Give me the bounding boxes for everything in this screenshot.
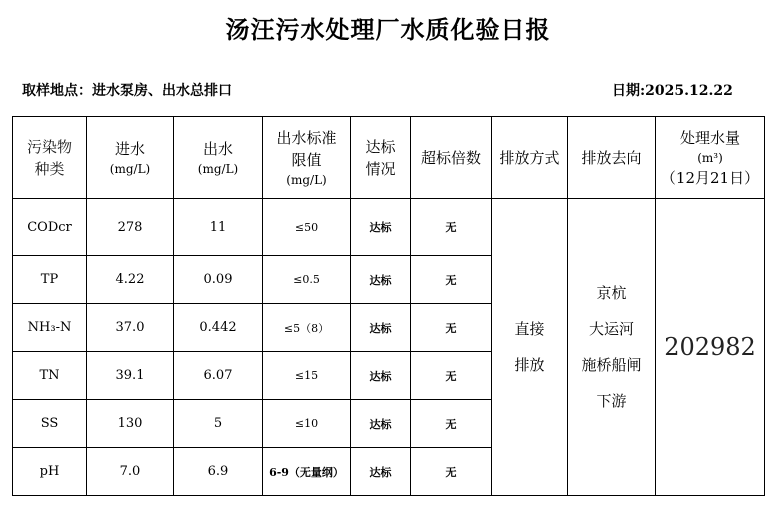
header-volume-date: （12月21日） (660, 168, 760, 187)
influent-value: 4.22 (87, 256, 174, 304)
effluent-value: 6.9 (174, 448, 263, 496)
header-influent (87, 117, 174, 199)
discharge-method-line2: 排放 (514, 356, 545, 374)
header-effluent (174, 117, 263, 199)
report-title: 汤汪污水处理厂水质化验日报 (225, 15, 551, 44)
effluent-value: 0.09 (174, 256, 263, 304)
pollutant-name: TN (13, 352, 87, 400)
influent-value: 278 (87, 199, 174, 256)
water-quality-table (12, 116, 765, 496)
header-exceed: 超标倍数 (411, 117, 492, 199)
effluent-value: 0.442 (174, 304, 263, 352)
discharge-method-line1: 直接 (514, 320, 545, 338)
header-influent-unit: (mg/L) (109, 161, 151, 176)
discharge-dest-line4: 下游 (596, 392, 627, 410)
status-value: 达标 (351, 400, 411, 448)
limit-value: ≤50 (263, 199, 351, 256)
effluent-value: 5 (174, 400, 263, 448)
header-limit (263, 117, 351, 199)
header-pollutant-line1: 污染物 (26, 137, 72, 156)
limit-value: ≤10 (263, 400, 351, 448)
header-pollutant-line2: 种类 (34, 159, 65, 178)
header-limit-line2: 限值 (291, 150, 322, 169)
influent-value: 39.1 (87, 352, 174, 400)
exceed-value: 无 (411, 400, 492, 448)
sampling-location: 取样地点：进水泵房、出水总排口 (22, 83, 232, 99)
header-volume-unit: (m³) (697, 150, 723, 165)
header-limit-line1: 出水标准 (276, 128, 337, 147)
pollutant-name: NH₃-N (13, 304, 87, 352)
effluent-value: 6.07 (174, 352, 263, 400)
exceed-value: 无 (411, 256, 492, 304)
header-volume-line1: 处理水量 (679, 128, 740, 147)
pollutant-name: pH (13, 448, 87, 496)
header-effluent-line1: 出水 (202, 139, 233, 158)
status-value: 达标 (351, 304, 411, 352)
header-compliance-line2: 情况 (365, 159, 396, 178)
influent-value: 7.0 (87, 448, 174, 496)
discharge-dest-line3: 施桥船闸 (581, 356, 642, 374)
volume-value: 202982 (656, 199, 765, 496)
influent-value: 37.0 (87, 304, 174, 352)
limit-value: ≤0.5 (263, 256, 351, 304)
status-value: 达标 (351, 199, 411, 256)
pollutant-name: SS (13, 400, 87, 448)
discharge-dest-cell (568, 199, 656, 496)
pollutant-name: TP (13, 256, 87, 304)
table-row (13, 199, 765, 256)
limit-value: ≤5（8） (263, 304, 351, 352)
status-value: 达标 (351, 448, 411, 496)
influent-value: 130 (87, 400, 174, 448)
pollutant-name: CODcr (13, 199, 87, 256)
status-value: 达标 (351, 352, 411, 400)
exceed-value: 无 (411, 352, 492, 400)
discharge-dest-line2: 大运河 (588, 320, 634, 338)
exceed-value: 无 (411, 304, 492, 352)
effluent-value: 11 (174, 199, 263, 256)
header-compliance (351, 117, 411, 199)
header-pollutant (13, 117, 87, 199)
report-date: 日期:2025.12.22 (612, 83, 733, 99)
header-discharge-dest: 排放去向 (568, 117, 656, 199)
header-row (13, 117, 765, 199)
header-effluent-unit: (mg/L) (197, 161, 239, 176)
discharge-dest-line1: 京杭 (596, 284, 627, 302)
header-volume (656, 117, 765, 199)
status-value: 达标 (351, 256, 411, 304)
limit-value: ≤15 (263, 352, 351, 400)
header-limit-unit: (mg/L) (286, 172, 327, 187)
exceed-value: 无 (411, 448, 492, 496)
discharge-method-cell (492, 199, 568, 496)
header-influent-line1: 进水 (114, 139, 145, 158)
header-discharge-method: 排放方式 (492, 117, 568, 199)
limit-value: 6-9（无量纲） (263, 448, 351, 496)
header-compliance-line1: 达标 (365, 137, 396, 156)
exceed-value: 无 (411, 199, 492, 256)
